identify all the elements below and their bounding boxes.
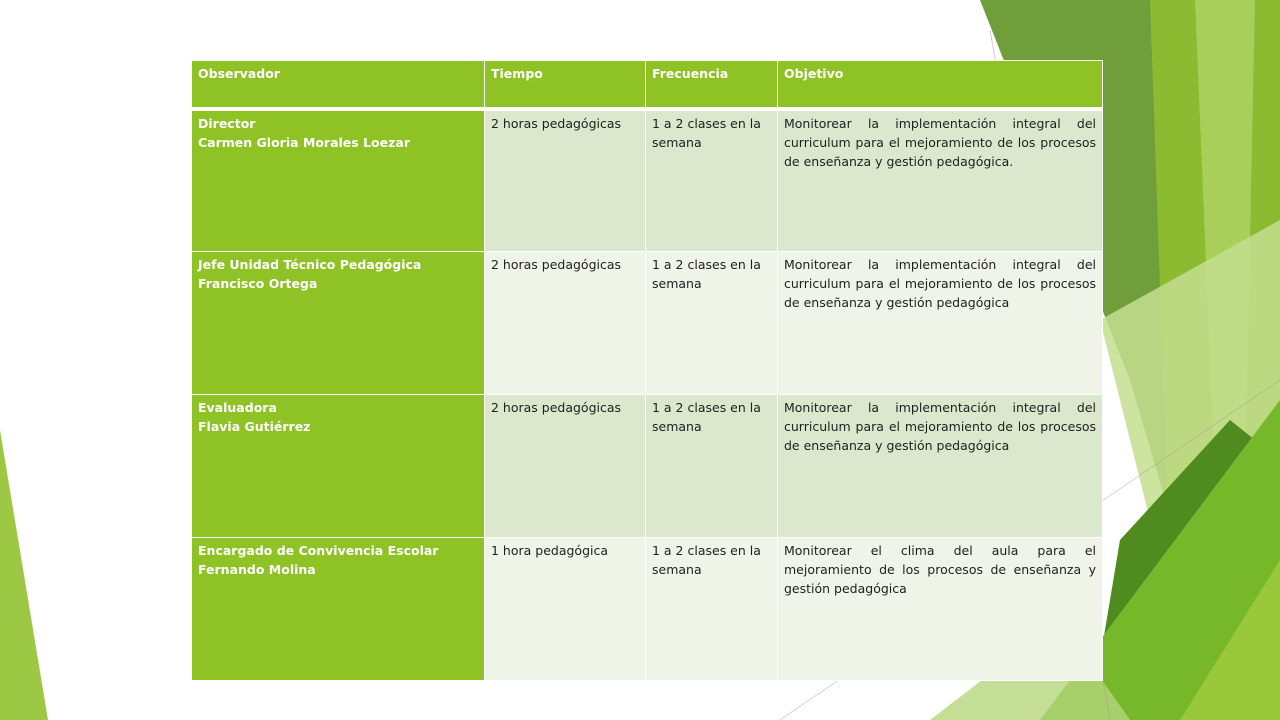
frecuencia-cell: 1 a 2 clases en la semana bbox=[646, 252, 778, 395]
observer-cell bbox=[192, 252, 485, 395]
observer-name: Carmen Gloria Morales Loezar bbox=[198, 134, 410, 150]
table-row bbox=[192, 538, 1103, 681]
observer-role: Jefe Unidad Técnico Pedagógica bbox=[198, 257, 422, 272]
header-tiempo: Tiempo bbox=[485, 61, 646, 109]
tiempo-cell: 1 hora pedagógica bbox=[485, 538, 646, 681]
tiempo-cell: 2 horas pedagógicas bbox=[485, 109, 646, 252]
frecuencia-cell: 1 a 2 clases en la semana bbox=[646, 395, 778, 538]
observer-name: Fernando Molina bbox=[198, 562, 316, 577]
frecuencia-cell: 1 a 2 clases en la semana bbox=[646, 538, 778, 681]
tiempo-cell: 2 horas pedagógicas bbox=[485, 395, 646, 538]
header-frecuencia: Frecuencia bbox=[646, 61, 778, 109]
table-row bbox=[192, 395, 1103, 538]
observer-cell bbox=[192, 395, 485, 538]
observer-role: Director bbox=[198, 115, 256, 131]
observation-table-container bbox=[191, 60, 1102, 633]
observer-name: Flavia Gutiérrez bbox=[198, 419, 311, 434]
objetivo-cell: Monitorear la implementación integral del curriculum para el mejoramiento de los procesos de enseñanza y gestión pedagógica bbox=[778, 252, 1103, 395]
tiempo-cell: 2 horas pedagógicas bbox=[485, 252, 646, 395]
observation-table bbox=[191, 60, 1103, 681]
objetivo-cell: Monitorear la implementación integral del curriculum para el mejoramiento de los procesos de enseñanza y gestión pedagógica. bbox=[778, 109, 1103, 252]
objetivo-cell: Monitorear el clima del aula para el mejoramiento de los procesos de enseñanza y gestión pedagógica bbox=[778, 538, 1103, 681]
header-observador: Observador bbox=[192, 61, 485, 109]
observer-name: Francisco Ortega bbox=[198, 276, 318, 291]
left-wedge-shape bbox=[0, 430, 48, 720]
objetivo-cell: Monitorear la implementación integral del curriculum para el mejoramiento de los procesos de enseñanza y gestión pedagógica bbox=[778, 395, 1103, 538]
table-row bbox=[192, 109, 1103, 252]
frecuencia-cell: 1 a 2 clases en la semana bbox=[646, 109, 778, 252]
header-objetivo: Objetivo bbox=[778, 61, 1103, 109]
observer-role: Encargado de Convivencia Escolar bbox=[198, 543, 439, 558]
observer-role: Evaluadora bbox=[198, 400, 277, 415]
observer-cell bbox=[192, 538, 485, 681]
table-header-row bbox=[192, 61, 1103, 109]
observer-cell bbox=[192, 109, 485, 252]
table-row bbox=[192, 252, 1103, 395]
